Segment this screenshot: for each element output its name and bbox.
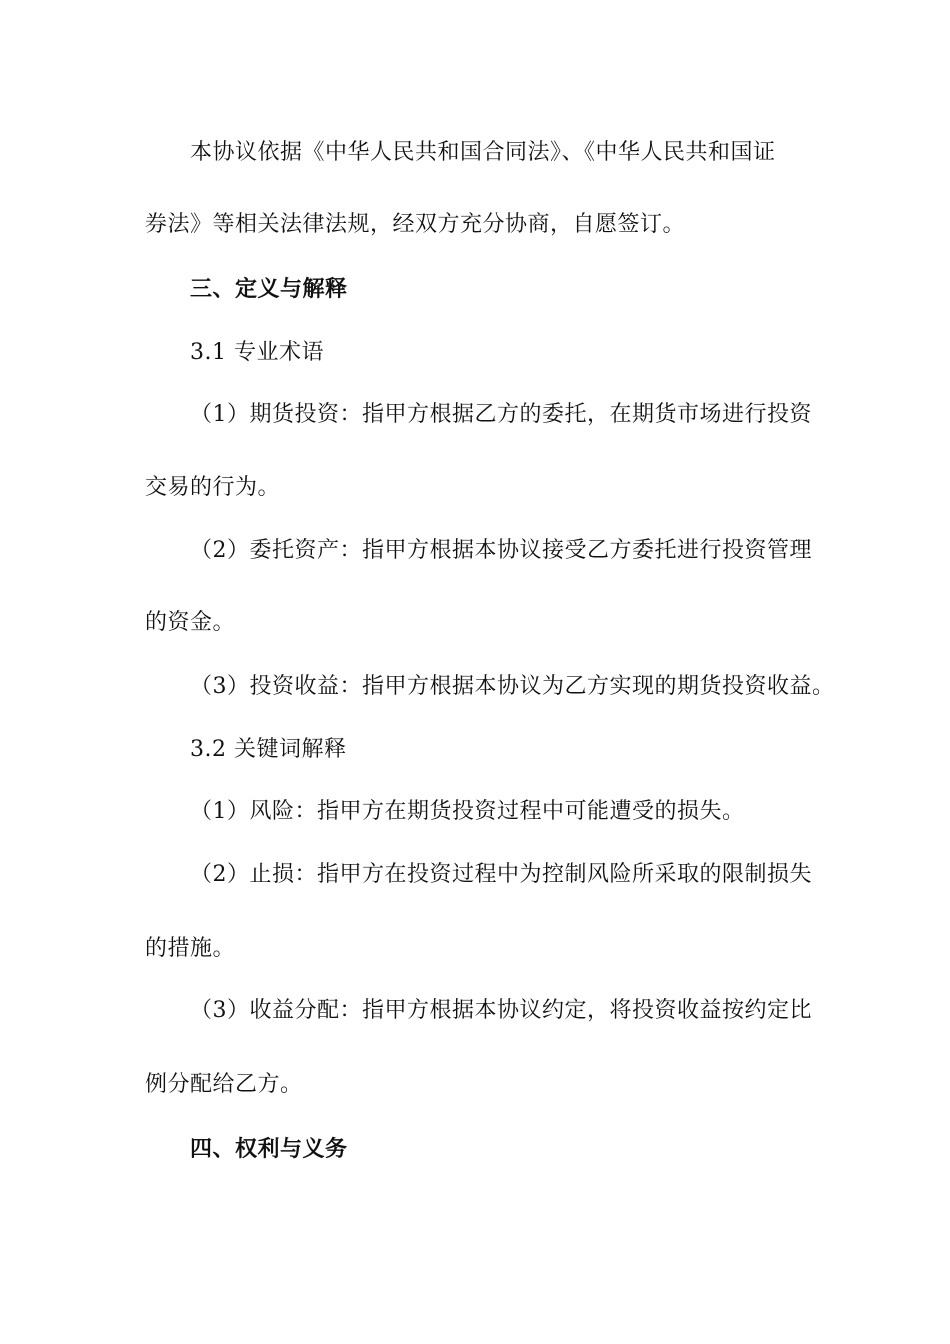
keyword-profit-distribution-line-2: 例分配给乙方。	[145, 1072, 303, 1097]
subsection-heading-terms: 3.1 专业术语	[190, 340, 324, 365]
section-heading-definitions: 三、定义与解释	[190, 276, 348, 302]
keyword-stop-loss-line-1: （2）止损：指甲方在投资过程中为控制风险所采取的限制损失	[190, 862, 812, 887]
paragraph-basis-line-1: 本协议依据《中华人民共和国合同法》、《中华人民共和国证	[190, 140, 776, 165]
paragraph-basis-line-2: 券法》等相关法律法规，经双方充分协商，自愿签订。	[145, 212, 686, 237]
term-futures-investment-line-2: 交易的行为。	[145, 475, 281, 500]
term-entrusted-assets-line-1: （2）委托资产：指甲方根据本协议接受乙方委托进行投资管理	[190, 538, 812, 563]
term-futures-investment-line-1: （1）期货投资：指甲方根据乙方的委托，在期货市场进行投资	[190, 402, 812, 427]
term-investment-return: （3）投资收益：指甲方根据本协议为乙方实现的期货投资收益。	[190, 674, 835, 699]
keyword-stop-loss-line-2: 的措施。	[145, 936, 236, 961]
keyword-risk: （1）风险：指甲方在期货投资过程中可能遭受的损失。	[190, 799, 745, 824]
subsection-heading-keywords: 3.2 关键词解释	[190, 737, 347, 762]
keyword-profit-distribution-line-1: （3）收益分配：指甲方根据本协议约定，将投资收益按约定比	[190, 998, 812, 1023]
section-heading-rights-obligations: 四、权利与义务	[190, 1136, 348, 1162]
term-entrusted-assets-line-2: 的资金。	[145, 610, 236, 635]
